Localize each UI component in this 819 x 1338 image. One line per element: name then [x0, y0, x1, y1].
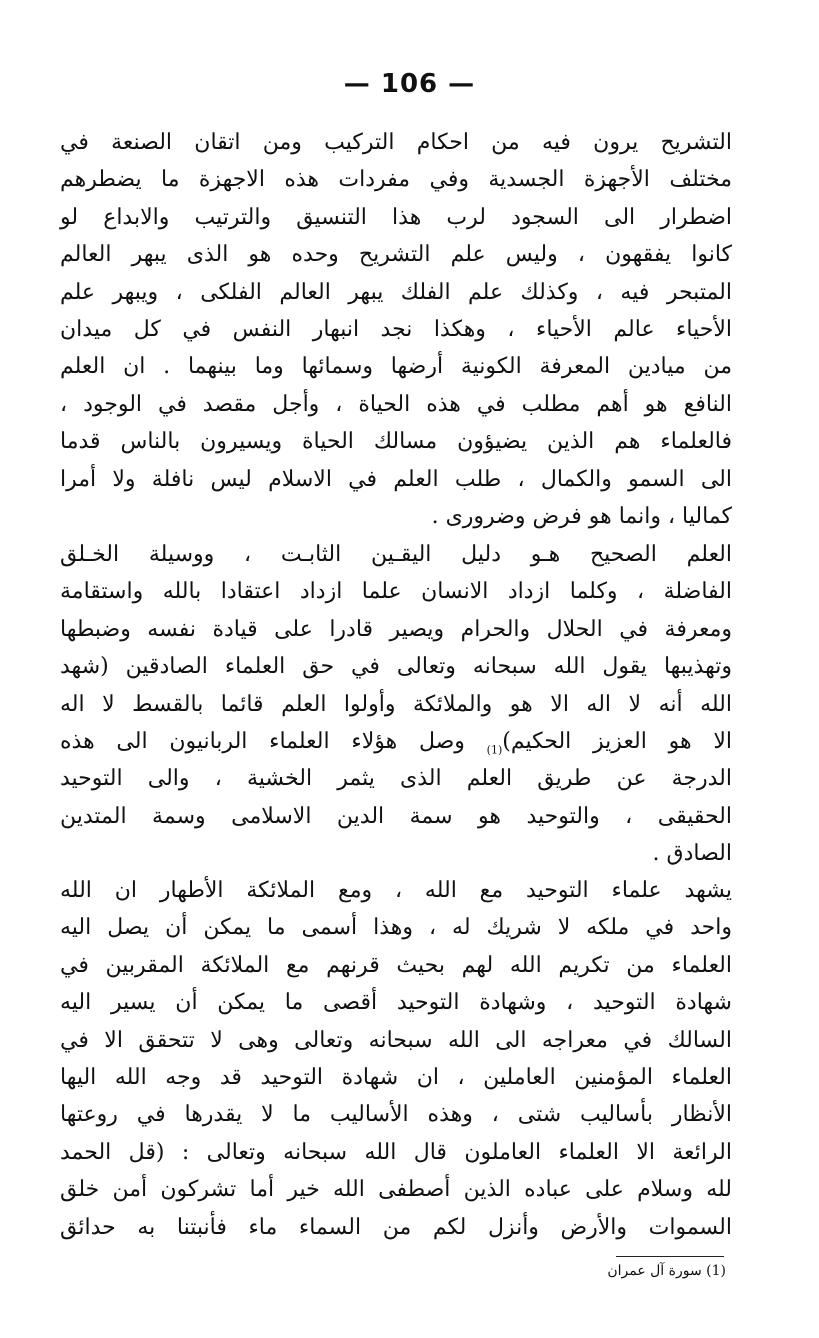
text-line: النافع هو أهم مطلب في هذه الحياة ، وأجل مقصد في الوجود ، — [60, 391, 732, 417]
text-line: التشريح يرون فيه من احكام التركيب ومن اتقان الصنعة في — [60, 130, 732, 155]
text-line: شهادة التوحيد ، وشهادة التوحيد أقصى ما يمكن أن يسير اليه — [60, 990, 732, 1016]
footnote-marker: (1) — [486, 743, 503, 757]
text-line: العلماء المؤمنين العاملين ، ان شهادة التوحيد قد وجه الله اليها — [60, 1064, 732, 1090]
text-line: السموات والأرض وأنزل لكم من السماء ماء فأنبتنا به حدائق — [60, 1214, 732, 1240]
footnote-divider — [616, 1256, 724, 1257]
quote-end: الا هو العزيز الحكيم) — [502, 728, 732, 754]
text-line: السالك في معراجه الى الله سبحانه وتعالى وهى لا تتحقق الا في — [60, 1027, 732, 1053]
footnote: (1) سورة آل عمران — [607, 1263, 726, 1279]
text-line: لله وسلام على عباده الذين أصطفى الله خير أما تشركون أمن خلق — [60, 1177, 732, 1203]
text-line: اضطرار الى السجود لرب هذا التنسيق والترتيب والابداع لو — [60, 204, 732, 230]
paragraph-3 — [60, 872, 732, 1246]
line-continuation: وصل هؤلاء العلماء الربانيون الى هذه — [60, 728, 465, 754]
text-line: فالعلماء هم الذين يضيؤون مسالك الحياة ويسيرون بالناس قدما — [60, 429, 732, 455]
text-line: كانوا يفقهون ، وليس علم التشريح وحده هو الذى يبهر العالم — [60, 242, 732, 268]
paragraph-2 — [60, 536, 732, 873]
page-number: — 106 — — [343, 69, 476, 99]
text-line: من ميادين المعرفة الكونية أرضها وسمائها وما بينهما . ان العلم — [60, 354, 732, 380]
text-line: الفاضلة ، وكلما ازداد الانسان علما ازداد اعتقادا بالله واستقامة — [60, 579, 732, 605]
text-line: الأحياء عالم الأحياء ، وهكذا نجد انبهار النفس في كل ميدان — [60, 316, 732, 342]
text-line: وتهذيبها يقول الله سبحانه وتعالى في حق العلماء الصادقين (شهد — [60, 654, 732, 680]
text-line-with-footnote — [60, 723, 732, 760]
text-line: واحد في ملكه لا شريك له ، وهذا أسمى ما يمكن أن يصل اليه — [60, 915, 732, 941]
paragraph-1 — [60, 124, 732, 535]
text-line: العلم الصحيح هـو دليل اليقـين الثابـت ، ووسيلة الخـلق — [60, 542, 732, 567]
text-line: الحقيقى ، والتوحيد هو سمة الدين الاسلامى وسمة المتدين — [60, 803, 732, 829]
text-line: كماليا ، وانما هو فرض وضرورى . — [431, 503, 732, 529]
text-line: الدرجة عن طريق العلم الذى يثمر الخشية ، والى التوحيد — [60, 766, 732, 792]
text-line: الله أنه لا اله الا هو والملائكة وأولوا العلم قائما بالقسط لا اله — [60, 691, 732, 717]
text-line: ومعرفة في الحلال والحرام ويصير قادرا على قيادة نفسه وضبطها — [60, 616, 732, 642]
text-line: المتبحر فيه ، وكذلك علم الفلك يبهر العالم الفلكى ، ويبهر علم — [60, 279, 732, 305]
text-line: العلماء من تكريم الله لهم بحيث قرنهم مع الملائكة المقربين في — [60, 952, 732, 978]
text-line: الصادق . — [652, 841, 732, 867]
text-line: الأنظار بأساليب شتى ، وهذه الأساليب ما لا يقدرها في روعتها — [60, 1102, 732, 1128]
text-line: الرائعة الا العلماء العاملون قال الله سبحانه وتعالى : (قل الحمد — [60, 1139, 732, 1165]
text-line: يشهد علماء التوحيد مع الله ، ومع الملائكة الأطهار ان الله — [60, 878, 732, 903]
text-line: مختلف الأجهزة الجسدية وفي مفردات هذه الاجهزة ما يضطرهم — [60, 167, 732, 193]
text-line: الى السمو والكمال ، طلب العلم في الاسلام ليس نافلة ولا أمرا — [60, 466, 732, 492]
